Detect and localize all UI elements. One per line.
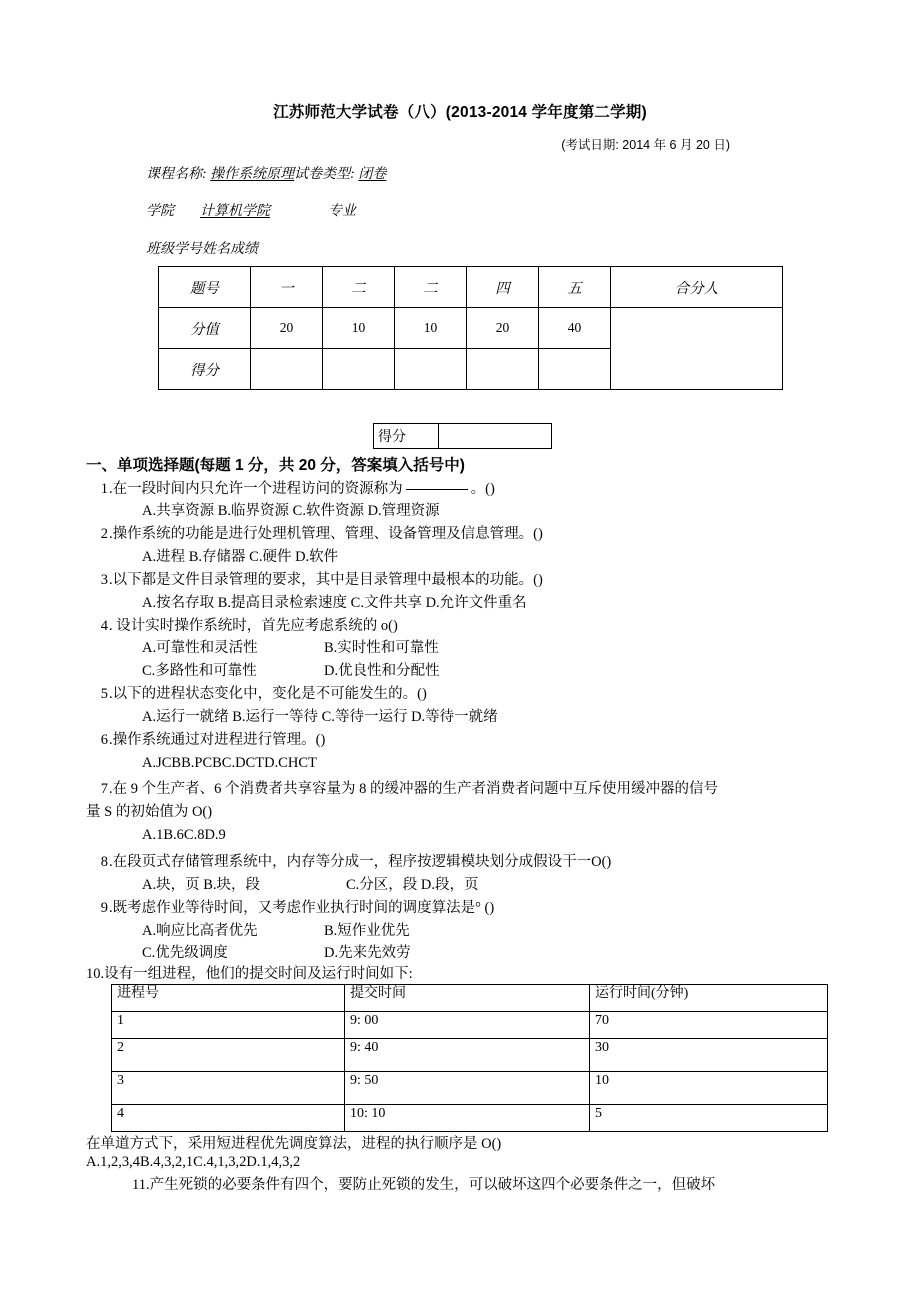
score-cell[interactable] [251, 349, 323, 390]
table-row [112, 1071, 828, 1104]
table-row [112, 1104, 828, 1131]
score-row-label: 题号 [159, 267, 251, 308]
question-text: .以下的进程状态变化中，变化是不可能发生的。() [109, 686, 427, 703]
score-cell: 二 [323, 267, 395, 308]
question-number: 8 [100, 854, 108, 870]
exam-body [86, 458, 840, 1192]
cell-process-id: 2 [112, 1038, 345, 1071]
question-6-options[interactable]: A.JCBB.PCBC.DCTD.CHCT [142, 754, 317, 771]
total-scorer-blank[interactable] [611, 308, 783, 390]
question-text: .在一段时间内只允许一个进程访问的资源称为 [109, 480, 403, 497]
question-7-line-2: 量 S 的初始值为 O() [86, 804, 213, 821]
question-number: 9 [100, 899, 108, 916]
question-number: 2 [100, 526, 108, 543]
question-7-options[interactable]: A.1B.6C.8D.9 [142, 827, 226, 844]
question-5 [86, 685, 840, 704]
cell-submit-time: 10: 10 [345, 1104, 590, 1131]
cell-process-id: 1 [112, 1011, 345, 1038]
answer-blank[interactable] [406, 489, 468, 490]
score-cell: 20 [251, 308, 323, 349]
question-10-lead: 10.设有一组进程，他们的提交时间及运行时间如下: [86, 966, 413, 983]
section-score-label: 得分 [374, 424, 439, 449]
question-3 [86, 571, 840, 590]
question-number: 6 [100, 731, 108, 748]
cell-submit-time: 9: 50 [345, 1071, 590, 1104]
question-2 [86, 525, 840, 544]
score-cell: 四 [467, 267, 539, 308]
question-text: .操作系统通过对进程进行管理。() [109, 731, 326, 748]
question-1-options[interactable]: A.共享资源 B.临界资源 C.软件资源 D.管理资源 [142, 503, 440, 520]
college-value: 计算机学院 [200, 204, 270, 219]
question-text: . 设计实时操作系统时，首先应考虑系统的 o() [109, 617, 398, 634]
score-row-label: 分值 [159, 308, 251, 349]
cell-process-id: 3 [112, 1071, 345, 1104]
question-10-tail: 在单道方式下，采用短进程优先调度算法，进程的执行顺序是 O() [86, 1135, 502, 1152]
question-text: .操作系统的功能是进行处理机管理、管理、设备管理及信息管理。() [109, 526, 543, 543]
course-name-value: 操作系统原理 [210, 167, 295, 182]
question-2-options[interactable]: A.进程 B.存储器 C.硬件 D.软件 [142, 549, 339, 566]
table-row [159, 267, 783, 308]
question-number: 1 [100, 480, 108, 497]
question-8-options [86, 876, 840, 895]
option-b[interactable]: B.实时性和可靠性 [324, 640, 439, 657]
exam-date: (考试日期: 2014 年 6 月 20 日) [561, 138, 730, 152]
question-11: 11.产生死锁的必要条件有四个，要防止死锁的发生，可以破坏这四个必要条件之一，但破坏 [132, 1176, 716, 1193]
option-d[interactable]: D.优良性和分配性 [324, 663, 440, 680]
question-3-options[interactable]: A.按名存取 B.提高目录检索速度 C.文件共享 D.允许文件重名 [142, 594, 527, 611]
question-5-options[interactable]: A.运行一就绪 B.运行一等待 C.等待一运行 D.等待一就绪 [142, 708, 498, 725]
score-cell: 10 [323, 308, 395, 349]
table-row [112, 1038, 828, 1071]
total-scorer-header: 合分人 [611, 267, 783, 308]
cell-process-id: 4 [112, 1104, 345, 1131]
score-cell: 40 [539, 308, 611, 349]
question-number: 3 [100, 571, 108, 588]
option-d[interactable]: D.先来先效劳 [324, 945, 411, 962]
question-text: .以下都是文件目录管理的要求，其中是目录管理中最根本的功能。() [109, 571, 543, 588]
score-cell[interactable] [323, 349, 395, 390]
question-text-tail: 。() [470, 480, 495, 497]
question-9 [86, 899, 840, 918]
table-header-row [112, 984, 828, 1011]
score-cell[interactable] [539, 349, 611, 390]
cell-run-time: 70 [590, 1011, 828, 1038]
question-6 [86, 731, 840, 750]
option-b[interactable]: B.短作业优先 [324, 922, 410, 939]
paper-type-value: 闭卷 [358, 167, 387, 182]
score-cell: 二 [395, 267, 467, 308]
question-7-line-1 [86, 780, 840, 799]
score-cell: 20 [467, 308, 539, 349]
table-row [112, 1011, 828, 1038]
question-number: 4 [100, 617, 108, 634]
column-header-submit-time: 提交时间 [345, 984, 590, 1011]
question-number: 5 [100, 686, 108, 703]
course-name-label: 课程名称: [146, 167, 207, 182]
table-row [374, 424, 552, 449]
question-8 [86, 853, 840, 872]
college-line [146, 200, 356, 220]
question-1 [86, 480, 840, 499]
question-text: .既考虑作业等待时间，又考虑作业执行时间的调度算法是° () [109, 899, 495, 916]
score-cell: 五 [539, 267, 611, 308]
score-row-label: 得分 [159, 349, 251, 390]
option-right[interactable]: C.分区，段 D.段，页 [346, 876, 479, 893]
option-c[interactable]: C.优先级调度 [142, 945, 228, 962]
cell-submit-time: 9: 40 [345, 1038, 590, 1071]
question-text: .在段页式存储管理系统中，内存等分成一，程序按逻辑模块划分成假设干一O() [109, 854, 612, 870]
section-1-heading: 一、单项选择题(每题 1 分，共 20 分，答案填入括号中) [86, 457, 465, 474]
option-a[interactable]: A.响应比高者优先 [142, 922, 258, 939]
question-9-options-row-1 [86, 922, 840, 941]
question-4-options-row-1 [86, 639, 840, 658]
cell-submit-time: 9: 00 [345, 1011, 590, 1038]
question-text: .在 9 个生产者、6 个消费者共享容量为 8 的缓冲器的生产者消费者问题中互斥使用缓冲器的信号 [109, 781, 718, 798]
section-score-box [373, 423, 552, 449]
page-title: 江苏师范大学试卷（八）(2013-2014 学年度第二学期) [273, 104, 647, 121]
score-cell: 10 [395, 308, 467, 349]
major-label: 专业 [328, 204, 356, 219]
option-a[interactable]: A.可靠性和灵活性 [142, 640, 258, 657]
score-summary-table [158, 266, 783, 390]
table-row [159, 308, 783, 349]
score-cell[interactable] [467, 349, 539, 390]
class-student-line: 班级学号姓名成绩 [146, 242, 258, 257]
paper-type-label: 试卷类型: [294, 167, 355, 182]
question-4 [86, 617, 840, 636]
college-label: 学院 [146, 204, 174, 219]
question-10-options[interactable]: A.1,2,3,4B.4,3,2,1C.4,1,3,2D.1,4,3,2 [86, 1154, 301, 1171]
question-number: 7 [100, 781, 108, 798]
option-c[interactable]: C.多路性和可靠性 [142, 663, 257, 680]
section-score-value[interactable] [439, 424, 552, 449]
column-header-run-time: 运行时间(分钟) [590, 984, 828, 1011]
cell-run-time: 30 [590, 1038, 828, 1071]
score-cell[interactable] [395, 349, 467, 390]
question-4-options-row-2 [86, 662, 840, 681]
process-schedule-table [111, 984, 828, 1132]
option-left[interactable]: A.块，页 B.块，段 [142, 876, 261, 893]
column-header-process-id: 进程号 [112, 984, 345, 1011]
score-cell: 一 [251, 267, 323, 308]
question-9-options-row-2 [86, 944, 840, 963]
cell-run-time: 5 [590, 1104, 828, 1131]
course-name-line [146, 163, 386, 183]
cell-run-time: 10 [590, 1071, 828, 1104]
